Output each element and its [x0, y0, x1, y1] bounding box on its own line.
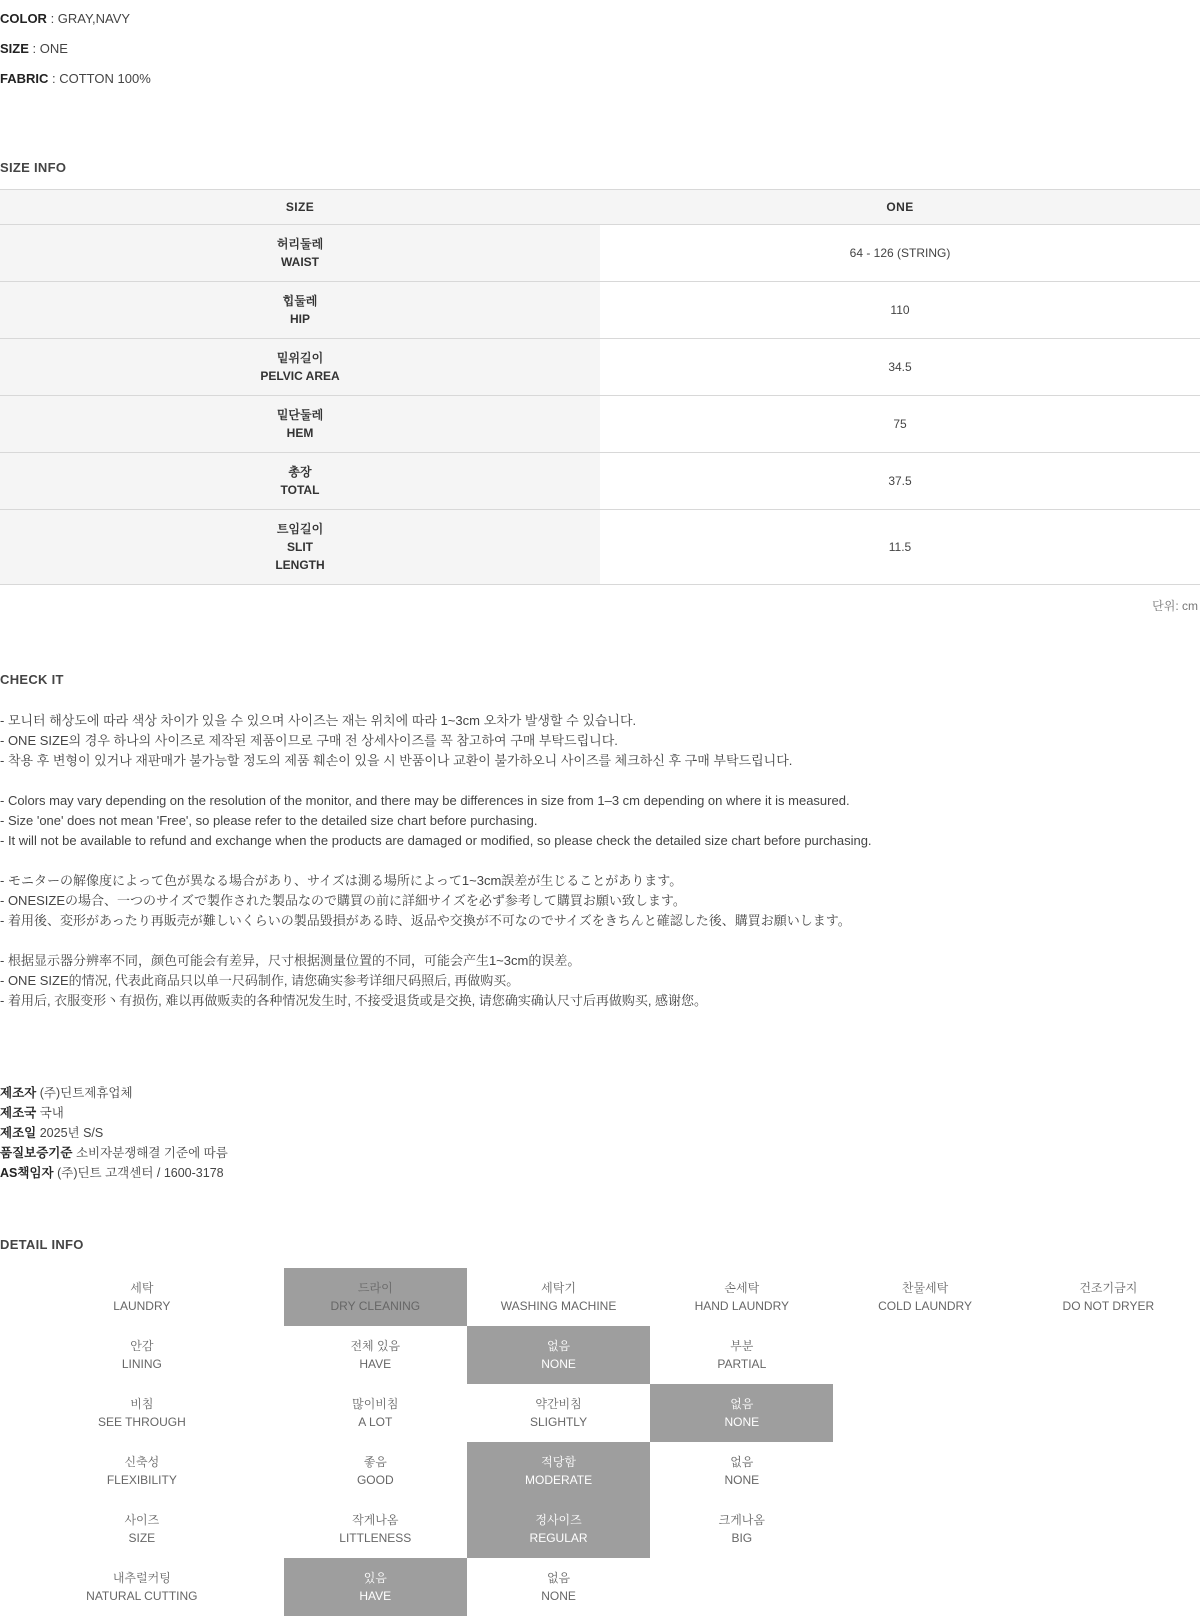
notice-line: - 着用后, 衣服变形丶有损伤, 难以再做贩卖的各种情况发生时, 不接受退货或是交换, 请您确实确认尺寸后再做购买, 感谢您。 [0, 993, 708, 1008]
row-label-kr: 허리둘레 [276, 237, 324, 251]
option-en: BIG [731, 1531, 753, 1545]
detail-option-cell [833, 1384, 1016, 1442]
detail-option-cell [650, 1500, 833, 1558]
option-kr: 드라이 [357, 1281, 393, 1295]
maker-row [0, 1123, 1200, 1143]
row-value: 34.5 [600, 339, 1200, 396]
option-en: A LOT [358, 1415, 393, 1429]
row-label [0, 225, 600, 282]
row-label-en2: LENGTH [275, 558, 325, 572]
detail-row-label [0, 1558, 284, 1616]
detail-row-label [0, 1442, 284, 1500]
option-kr: 없음 [730, 1455, 754, 1469]
spacer [0, 851, 1200, 871]
detail-info-table [0, 1268, 1200, 1616]
row-value: 11.5 [600, 510, 1200, 585]
detail-row-label [0, 1500, 284, 1558]
maker-key: 제조일 [0, 1126, 37, 1140]
unit-note: 단위: cm [1152, 599, 1198, 613]
detail-option-cell [650, 1384, 833, 1442]
size-column-header: SIZE [0, 190, 600, 225]
notice-line: - It will not be available to refund and exchange when the products are damaged or modified, so please check the detailed size chart before purchasing. [0, 833, 872, 848]
attribute-row [0, 64, 1200, 94]
detail-option-cell [833, 1326, 1016, 1384]
detail-option-cell [467, 1442, 650, 1500]
attribute-value: : GRAY,NAVY [50, 11, 131, 26]
option-en: DO NOT DRYER [1062, 1299, 1155, 1313]
option-en: HAVE [359, 1357, 392, 1371]
attribute-key: FABRIC [0, 71, 49, 86]
option-kr: 좋음 [363, 1455, 387, 1469]
notice-line: - 着用後、変形があったり再販売が難しいくらいの製品毀損がある時、返品や交換が不可なのでサイズをきちんと確認した後、購買お願いします。 [0, 913, 851, 928]
option-en: NONE [724, 1473, 760, 1487]
detail-info-heading: DETAIL INFO [0, 1237, 84, 1252]
notice-line: - Colors may vary depending on the resolution of the monitor, and there may be differences in size from 1–3 cm depending on where it is measured. [0, 793, 850, 808]
maker-value: 국내 [39, 1106, 64, 1120]
table-row [0, 225, 1200, 282]
table-row [0, 1558, 1200, 1616]
notice-line: - モニターの解像度によって色が異なる場合があり、サイズは測る場所によって1~3cm誤差が生じることがあります。 [0, 873, 683, 888]
option-kr: 찬물세탁 [901, 1281, 949, 1295]
detail-label-kr: 안감 [130, 1339, 154, 1353]
detail-label-en: LAUNDRY [113, 1299, 171, 1313]
notice-line: - Size 'one' does not mean 'Free', so please refer to the detailed size chart before purchasing. [0, 813, 538, 828]
spacer [0, 931, 1200, 951]
maker-key: 품질보증기준 [0, 1146, 73, 1160]
option-en: WASHING MACHINE [500, 1299, 617, 1313]
option-en: DRY CLEANING [330, 1299, 421, 1313]
detail-label-en: SEE THROUGH [97, 1415, 186, 1429]
option-en: NONE [541, 1357, 576, 1371]
row-value: 75 [600, 396, 1200, 453]
notice-line: - ONESIZEの場合、一つのサイズで製作された製品なので購買の前に詳細サイズを必ず参考して購買お願い致します。 [0, 893, 686, 908]
detail-option-cell [1017, 1268, 1200, 1326]
maker-row [0, 1163, 1200, 1183]
table-row [0, 510, 1200, 585]
spacer [0, 771, 1200, 791]
maker-row [0, 1143, 1200, 1163]
option-en: NONE [541, 1589, 576, 1603]
detail-option-cell [284, 1500, 467, 1558]
attribute-key: COLOR [0, 11, 47, 26]
maker-info [0, 1083, 1200, 1183]
row-label-kr: 힙둘레 [282, 294, 318, 308]
detail-option-cell [1017, 1384, 1200, 1442]
detail-option-cell [467, 1268, 650, 1326]
notice-line: - 착용 후 변형이 있거나 재판매가 불가능할 정도의 제품 훼손이 있을 시 반품이나 교환이 불가하오니 사이즈를 체크하신 후 구매 부탁드립니다. [0, 753, 793, 768]
one-column-header: ONE [600, 190, 1200, 225]
row-label-en: TOTAL [280, 483, 320, 497]
row-label-en: HIP [289, 312, 310, 326]
row-label-kr: 트임길이 [276, 522, 324, 536]
row-label-kr: 밑단둘레 [276, 408, 324, 422]
row-label-en: HEM [286, 426, 314, 440]
detail-option-cell [284, 1384, 467, 1442]
check-it-heading: CHECK IT [0, 672, 64, 687]
row-label-en: PELVIC AREA [260, 369, 340, 383]
row-label-en: SLIT [287, 540, 313, 554]
row-label [0, 510, 600, 585]
detail-label-kr: 신축성 [124, 1455, 160, 1469]
attribute-value: : ONE [32, 41, 68, 56]
option-kr: 많이비침 [352, 1397, 399, 1411]
size-info-heading: SIZE INFO [0, 160, 67, 175]
detail-option-cell [467, 1384, 650, 1442]
detail-label-kr: 내추럴커팅 [112, 1571, 171, 1585]
maker-value: (주)딘트제휴업체 [39, 1086, 133, 1100]
detail-row-label [0, 1326, 284, 1384]
product-attributes [0, 0, 1200, 94]
row-label-kr: 총장 [288, 465, 312, 479]
table-row [0, 1442, 1200, 1500]
detail-option-cell [1017, 1326, 1200, 1384]
option-kr: 크게나옴 [718, 1513, 765, 1527]
row-value: 37.5 [600, 453, 1200, 510]
maker-row [0, 1083, 1200, 1103]
table-row [0, 396, 1200, 453]
table-row [0, 1326, 1200, 1384]
attribute-row [0, 4, 1200, 34]
detail-option-cell [284, 1558, 467, 1616]
option-en: COLD LAUNDRY [878, 1299, 972, 1313]
size-info-table [0, 189, 1200, 585]
detail-label-kr: 비침 [130, 1397, 154, 1411]
detail-option-cell [284, 1442, 467, 1500]
option-kr: 없음 [546, 1339, 571, 1353]
row-label-en: WAIST [281, 255, 319, 269]
detail-row-label [0, 1384, 284, 1442]
maker-row [0, 1103, 1200, 1123]
option-kr: 세탁기 [541, 1281, 576, 1295]
row-value: 110 [600, 282, 1200, 339]
option-en: NONE [724, 1415, 760, 1429]
attribute-key: SIZE [0, 41, 29, 56]
maker-value: 2025년 S/S [39, 1126, 104, 1140]
detail-option-cell [284, 1268, 467, 1326]
maker-value: (주)딘트 고객센터 / 1600-3178 [57, 1166, 224, 1180]
row-label [0, 282, 600, 339]
detail-option-cell [1017, 1500, 1200, 1558]
detail-option-cell [650, 1268, 833, 1326]
maker-key: 제조국 [0, 1106, 37, 1120]
option-en: SLIGHTLY [529, 1415, 588, 1429]
check-it-content [0, 711, 1200, 1011]
detail-row-label [0, 1268, 284, 1326]
option-kr: 손세탁 [724, 1281, 760, 1295]
attribute-value: : COTTON 100% [52, 71, 151, 86]
option-kr: 작게나옴 [352, 1513, 399, 1527]
row-label-kr: 밑위길이 [276, 351, 324, 365]
detail-label-en: LINING [121, 1357, 162, 1371]
table-row [0, 282, 1200, 339]
attribute-row [0, 34, 1200, 64]
option-en: MODERATE [524, 1473, 593, 1487]
detail-option-cell [467, 1500, 650, 1558]
detail-option-cell [650, 1326, 833, 1384]
table-row [0, 453, 1200, 510]
detail-option-cell [1017, 1558, 1200, 1616]
detail-option-cell [650, 1442, 833, 1500]
table-header-row [0, 190, 1200, 225]
detail-option-cell [284, 1326, 467, 1384]
maker-key: 제조자 [0, 1086, 37, 1100]
option-kr: 정사이즈 [535, 1513, 582, 1527]
notice-line: - 모니터 해상도에 따라 색상 차이가 있을 수 있으며 사이즈는 재는 위치에 따라 1~3cm 오차가 발생할 수 있습니다. [0, 713, 637, 728]
detail-label-en: FLEXIBILITY [106, 1473, 177, 1487]
option-en: REGULAR [529, 1531, 588, 1545]
detail-option-cell [650, 1558, 833, 1616]
row-label [0, 339, 600, 396]
detail-option-cell [833, 1558, 1016, 1616]
table-row [0, 1268, 1200, 1326]
notice-line: - 根据显示器分辨率不同，颜色可能会有差异，尺寸根据测量位置的不同，可能会产生1~3cm的误差。 [0, 953, 581, 968]
option-en: HAND LAUNDRY [694, 1299, 790, 1313]
table-row [0, 1384, 1200, 1442]
notice-line: - ONE SIZE的情况, 代表此商品只以单一尺码制作, 请您确实参考详细尺码照后, 再做购买。 [0, 973, 520, 988]
detail-option-cell [1017, 1442, 1200, 1500]
detail-option-cell [833, 1500, 1016, 1558]
detail-label-kr: 사이즈 [124, 1513, 160, 1527]
table-row [0, 1500, 1200, 1558]
notice-line: - ONE SIZE의 경우 하나의 사이즈로 제작된 제품이므로 구매 전 상세사이즈를 꼭 참고하여 구매 부탁드립니다. [0, 733, 618, 748]
detail-option-cell [467, 1326, 650, 1384]
option-en: GOOD [356, 1473, 394, 1487]
maker-key: AS책임자 [0, 1166, 54, 1180]
option-kr: 건조기금지 [1079, 1281, 1138, 1295]
row-label [0, 453, 600, 510]
maker-value: 소비자분쟁해결 기준에 따름 [75, 1146, 228, 1160]
detail-label-en: SIZE [128, 1531, 156, 1545]
row-label [0, 396, 600, 453]
option-kr: 약간비침 [535, 1397, 582, 1411]
option-kr: 부분 [730, 1339, 754, 1353]
option-en: LITTLENESS [339, 1531, 412, 1545]
row-value: 64 - 126 (STRING) [600, 225, 1200, 282]
option-kr: 있음 [363, 1571, 387, 1585]
detail-option-cell [833, 1442, 1016, 1500]
option-kr: 없음 [730, 1397, 754, 1411]
option-en: HAVE [359, 1589, 392, 1603]
table-row [0, 339, 1200, 396]
option-kr: 전체 있음 [350, 1339, 401, 1353]
detail-option-cell [467, 1558, 650, 1616]
option-en: PARTIAL [717, 1357, 767, 1371]
detail-label-kr: 세탁 [130, 1281, 154, 1295]
option-kr: 없음 [546, 1571, 571, 1585]
option-kr: 적당함 [541, 1455, 576, 1469]
detail-label-en: NATURAL CUTTING [86, 1589, 198, 1603]
detail-option-cell [833, 1268, 1016, 1326]
